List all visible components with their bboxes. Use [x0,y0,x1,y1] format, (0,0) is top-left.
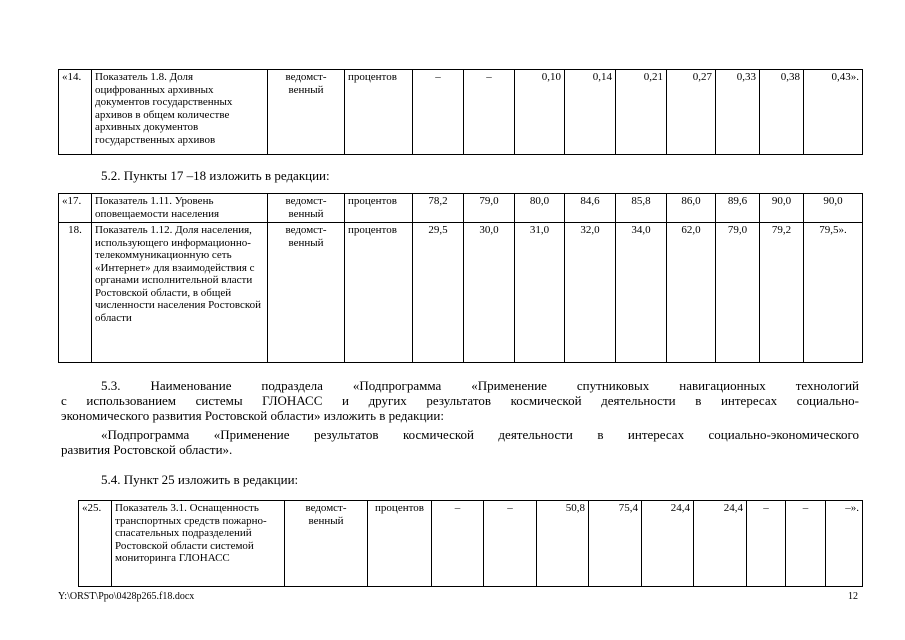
indicator-unit: процентов [345,223,413,363]
value-cell: 31,0 [515,223,565,363]
value-cell: 79,0 [464,194,515,223]
value-cell: – [747,501,786,587]
section-5-3-line-1: 5.3. Наименование подраздела «Подпрограмма «Применение спутниковых навигационных технологий [101,378,859,393]
value-cell: – [786,501,826,587]
table-row [59,223,863,363]
value-cell: 75,4 [589,501,642,587]
value-cell: 86,0 [667,194,716,223]
indicator-unit: процентов [345,70,413,155]
section-5-3-quote-line-1: «Подпрограмма «Применение результатов космической деятельности в интересах социально-экономического [101,427,859,442]
value-cell: 79,2 [760,223,804,363]
indicator-name: Показатель 1.12. Доля населения, использующего информационно-телекоммуникационную сеть «Интернет» для взаимодействия с органами исполнительной власти Ростовской области, в общей численности населения Ростовской области [92,223,268,363]
value-cell: 30,0 [464,223,515,363]
value-cell: 0,14 [565,70,616,155]
value-cell: 79,5». [804,223,863,363]
value-cell: 29,5 [413,223,464,363]
value-cell: 0,21 [616,70,667,155]
row-number: «14. [59,70,92,155]
section-5-2-heading: 5.2. Пункты 17 –18 изложить в редакции: [101,168,330,183]
value-cell: 84,6 [565,194,616,223]
value-cell: 32,0 [565,223,616,363]
value-cell: 90,0 [760,194,804,223]
value-cell: 85,8 [616,194,667,223]
indicator-name: Показатель 1.11. Уровень оповещаемости населения [92,194,268,223]
section-5-3-line-2: с использованием системы ГЛОНАСС и других результатов космической деятельности в интересах социально- [61,393,859,408]
indicator-type: ведомст-венный [268,223,345,363]
indicator-name: Показатель 3.1. Оснащенность транспортных средств пожарно-спасательных подразделений Ростовской области системой мониторинга ГЛОНАСС [112,501,285,587]
value-cell: 0,43». [804,70,863,155]
value-cell: 89,6 [716,194,760,223]
value-cell: 0,33 [716,70,760,155]
indicator-unit: процентов [345,194,413,223]
indicator-unit: процентов [368,501,432,587]
value-cell: 24,4 [694,501,747,587]
value-cell: – [413,70,464,155]
value-cell: 0,27 [667,70,716,155]
value-cell: 79,0 [716,223,760,363]
indicator-type: ведомст-венный [268,194,345,223]
table-indicators-17-18 [58,193,863,363]
value-cell: 0,10 [515,70,565,155]
value-cell: 24,4 [642,501,694,587]
value-cell: 34,0 [616,223,667,363]
section-5-3-line-3: экономического развития Ростовской области» изложить в редакции: [61,408,444,423]
value-cell: 90,0 [804,194,863,223]
section-5-3-quote-line-2: развития Ростовской области». [61,442,233,457]
value-cell: 50,8 [537,501,589,587]
section-5-4-heading: 5.4. Пункт 25 изложить в редакции: [101,472,299,487]
indicator-type: ведомст-венный [268,70,345,155]
footer-page-number: 12 [848,591,858,602]
value-cell: –». [826,501,863,587]
value-cell: 78,2 [413,194,464,223]
indicator-type: ведомст-венный [285,501,368,587]
value-cell: 62,0 [667,223,716,363]
value-cell: – [464,70,515,155]
row-number: «25. [79,501,112,587]
table-row [59,70,863,155]
value-cell: – [484,501,537,587]
value-cell: – [432,501,484,587]
value-cell: 80,0 [515,194,565,223]
footer-file-path: Y:\ORST\Ppo\0428p265.f18.docx [58,591,195,602]
row-number: 18. [59,223,92,363]
value-cell: 0,38 [760,70,804,155]
table-indicator-14 [58,69,863,155]
indicator-name: Показатель 1.8. Доля оцифрованных архивных документов государственных архивов в общем количестве архивных документов государственных архивов [92,70,268,155]
row-number: «17. [59,194,92,223]
table-row [79,501,863,587]
table-indicator-25 [78,500,863,587]
table-row [59,194,863,223]
